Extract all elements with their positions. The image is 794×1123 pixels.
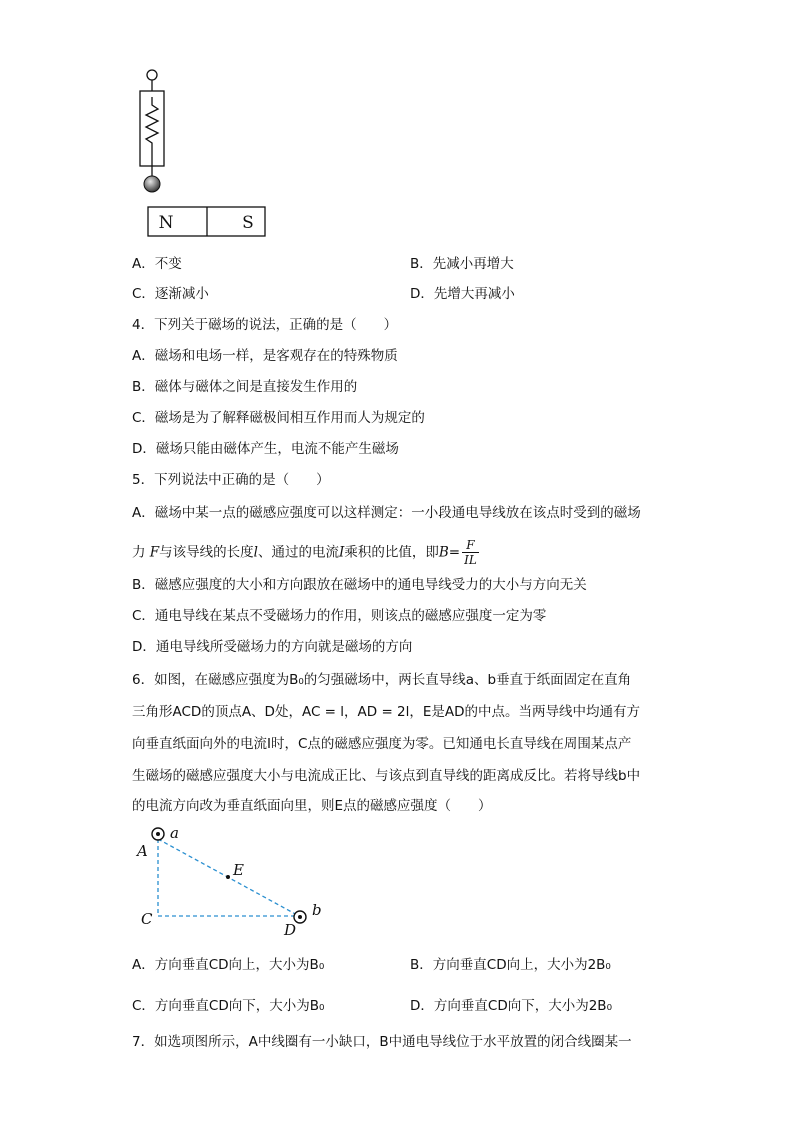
q4-option-b: B．磁体与磁体之间是直接发生作用的 [132, 379, 358, 395]
q6-option-c: C．方向垂直CD向下，大小为B₀ [132, 998, 325, 1014]
label-D: D [284, 921, 297, 939]
fraction-numerator: F [462, 538, 479, 553]
magnet-n-label: N [158, 213, 174, 233]
q6-option-b: B．方向垂直CD向上，大小为2B₀ [410, 957, 611, 973]
q6-stem-line1: 6．如图，在磁感应强度为B₀的匀强磁场中，两长直导线a、b垂直于纸面固定在直角 [132, 672, 632, 688]
q6-stem-line3: 向垂直纸面向外的电流I时，C点的磁感应强度为零。已知通电长直导线在周围某点产 [132, 736, 632, 752]
wire-a-dot [156, 832, 160, 836]
label-a: a [170, 824, 179, 842]
q5-a-var-I: I [339, 544, 345, 561]
q5-a-var-F: F [149, 544, 160, 561]
magnet-s-label: S [242, 213, 254, 233]
triangle-figure [0, 820, 794, 950]
q6-stem-line4: 生磁场的磁感应强度大小与电流成正比、与该点到直导线的距离成反比。若将导线b中 [132, 768, 641, 784]
q5-stem: 5．下列说法中正确的是（ ） [132, 472, 330, 488]
q5-a-text-1: 力 [132, 544, 150, 561]
q5-a-text-3: 、通过的电流 [258, 544, 339, 561]
q5-a-fraction [462, 538, 479, 567]
label-C: C [141, 910, 153, 928]
q7-stem-line1: 7．如选项图所示，A中线圈有一小缺口，B中通电导线位于水平放置的闭合线圈某一 [132, 1034, 632, 1050]
wire-b-dot [298, 915, 302, 919]
q3-option-c: C．逐渐减小 [132, 286, 209, 302]
q4-option-c: C．磁场是为了解释磁极间相互作用而人为规定的 [132, 410, 425, 426]
point-E-dot [226, 875, 230, 879]
q5-option-c: C．通电导线在某点不受磁场力的作用，则该点的磁感应强度一定为零 [132, 608, 547, 624]
q6-stem-line5: 的电流方向改为垂直纸面向里，则E点的磁感应强度（ ） [132, 798, 492, 814]
q4-stem: 4．下列关于磁场的说法，正确的是（ ） [132, 317, 398, 333]
q6-option-a: A．方向垂直CD向上，大小为B₀ [132, 957, 325, 973]
q5-a-var-l: l [253, 544, 258, 561]
label-E: E [233, 861, 244, 879]
iron-ball [144, 176, 160, 192]
q5-option-a-line2 [132, 538, 479, 567]
q5-a-var-B: B [438, 544, 449, 561]
spring-magnet-figure [0, 0, 794, 250]
q3-option-d: D．先增大再减小 [410, 286, 515, 302]
hanger-ring [147, 70, 157, 80]
q6-stem-line2: 三角形ACD的顶点A、D处，AC = l，AD = 2l，E是AD的中点。当两导线中均通有方 [132, 704, 641, 720]
label-A: A [137, 842, 148, 860]
fraction-denominator: IL [464, 553, 477, 567]
q5-option-d: D．通电导线所受磁场力的方向就是磁场的方向 [132, 639, 413, 655]
q4-option-d: D．磁场只能由磁体产生，电流不能产生磁场 [132, 441, 399, 457]
q5-a-text-4: 乘积的比值，即 [344, 544, 439, 561]
q5-option-a-line1: A．磁场中某一点的磁感应强度可以这样测定：一小段通电导线放在该点时受到的磁场 [132, 505, 641, 521]
q6-option-d: D．方向垂直CD向下，大小为2B₀ [410, 998, 612, 1014]
q3-option-a: A．不变 [132, 256, 182, 272]
q5-option-b: B．磁感应强度的大小和方向跟放在磁场中的通电导线受力的大小与方向无关 [132, 577, 587, 593]
label-b: b [312, 901, 322, 919]
q5-a-equals: = [448, 544, 461, 561]
q5-a-text-2: 与该导线的长度 [159, 544, 254, 561]
q3-option-b: B．先减小再增大 [410, 256, 514, 272]
q4-option-a: A．磁场和电场一样，是客观存在的特殊物质 [132, 348, 398, 364]
